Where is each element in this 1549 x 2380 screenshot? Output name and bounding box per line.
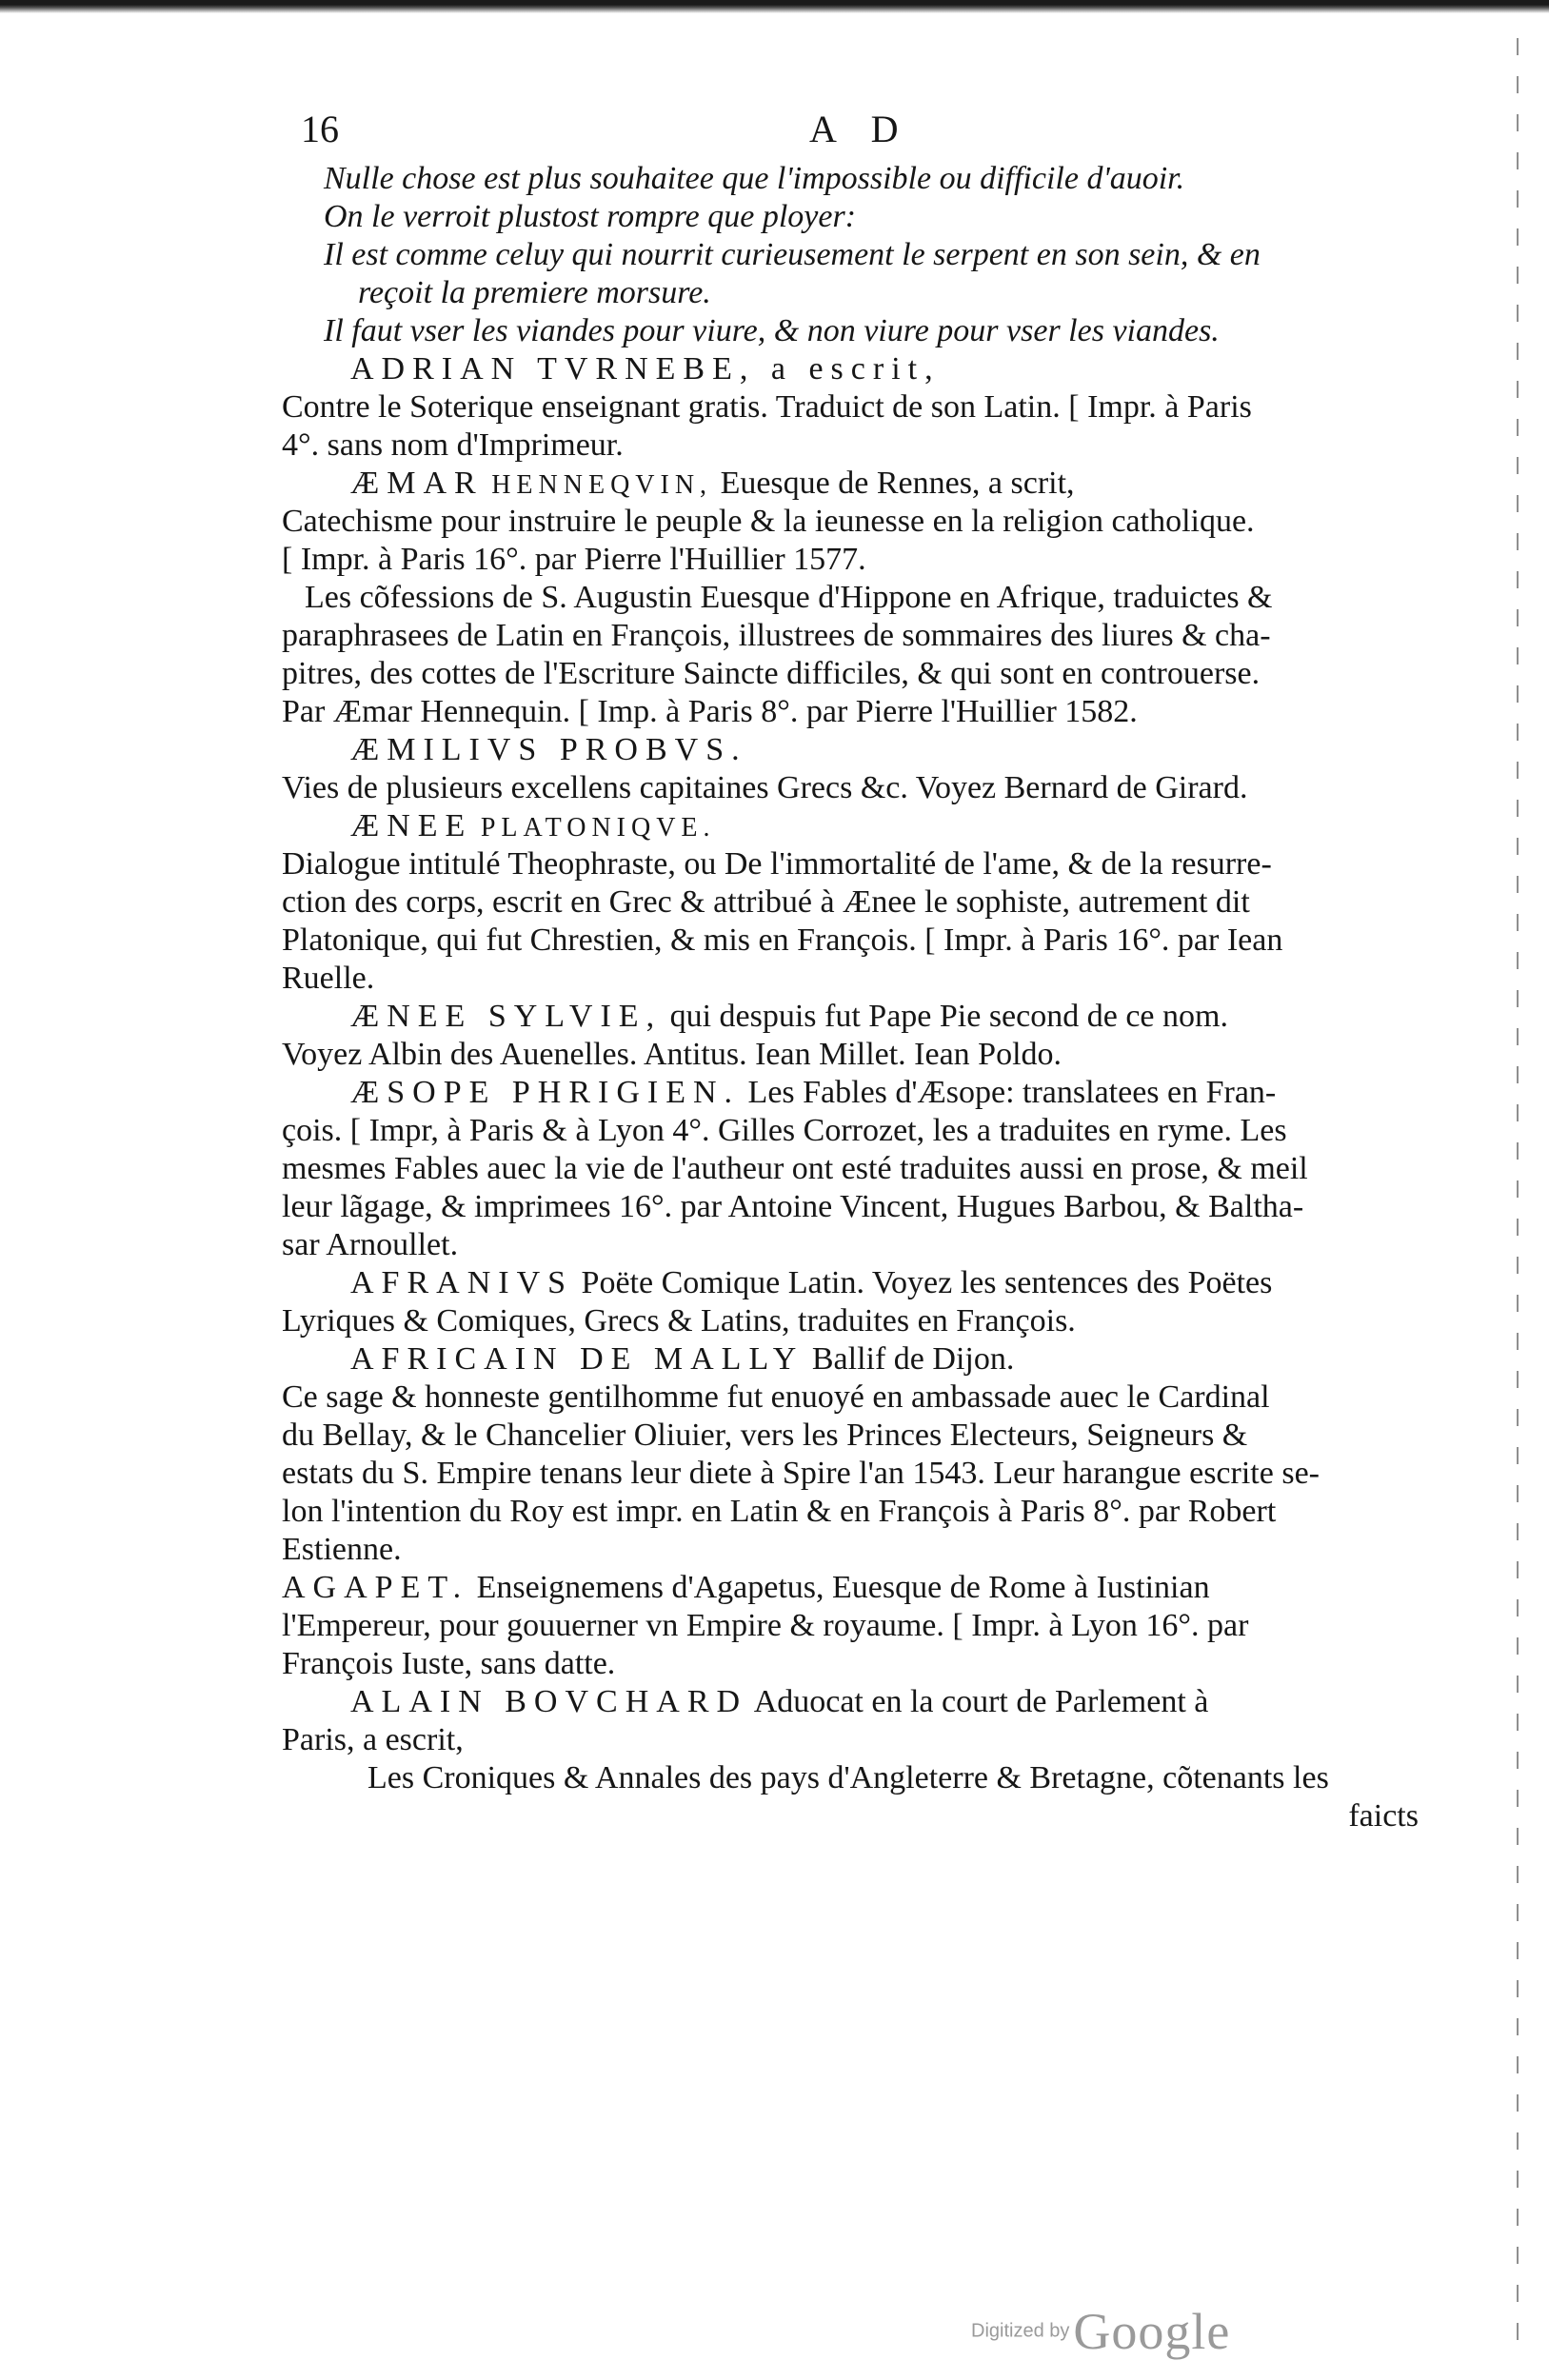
entry-line: Dialogue intitulé Theophraste, ou De l'immortalité de l'ame, & de la resurre- [282, 846, 1272, 882]
entry-line: Les Croniques & Annales des pays d'Angleterre & Bretagne, cõtenants les [367, 1760, 1329, 1795]
proverb-line: Nulle chose est plus souhaitee que l'impossible ou difficile d'auoir. [324, 161, 1185, 196]
entry-line: ction des corps, escrit en Grec & attribué à Ænee le sophiste, autrement dit [282, 884, 1250, 920]
entry-line: Lyriques & Comiques, Grecs & Latins, traduites en François. [282, 1303, 1076, 1339]
entry-heading-rest: Aduocat en la court de Parlement à [753, 1684, 1209, 1719]
entry-line: paraphrasees de Latin en François, illustrees de sommaires des liures & cha- [282, 618, 1271, 653]
entry-heading-rest: Enseignemens d'Agapetus, Euesque de Rome à Iustinian [476, 1570, 1210, 1605]
entry-heading [282, 1683, 1424, 1721]
watermark-prefix: Digitized by [971, 2320, 1070, 2342]
entry-line: leur lãgage, & imprimees 16°. par Antoine Vincent, Hugues Barbou, & Baltha- [282, 1189, 1304, 1224]
entry-heading-name: AFRICAIN DE MALLY [350, 1341, 804, 1377]
entry-heading-smallcaps: HENNEQVIN, [491, 470, 713, 500]
page-body [282, 160, 1424, 1835]
digitized-watermark [971, 2302, 1230, 2361]
entry-line: mesmes Fables auec la vie de l'autheur ont esté traduites aussi en prose, & meil [282, 1151, 1308, 1186]
running-head: A D [809, 108, 912, 150]
entry-heading-rest: Les Fables d'Æsope: translatees en Fran- [747, 1075, 1277, 1110]
entry-line: Vies de plusieurs excellens capitaines Grecs &c. Voyez Bernard de Girard. [282, 770, 1248, 805]
entry-heading-name: ÆMAR [350, 466, 484, 501]
entry-heading: ADRIAN TVRNEBE, a escrit, [350, 351, 941, 387]
entry-line: [ Impr. à Paris 16°. par Pierre l'Huillier 1577. [282, 542, 866, 577]
entry-line: du Bellay, & le Chancelier Oliuier, vers les Princes Electeurs, Seigneurs & [282, 1418, 1248, 1453]
entry-heading [282, 1569, 1424, 1607]
entry-line: Par Æmar Hennequin. [ Imp. à Paris 8°. par Pierre l'Huillier 1582. [282, 694, 1138, 729]
entry-line: Catechisme pour instruire le peuple & la ieunesse en la religion catholique. [282, 504, 1255, 539]
entry-line: çois. [ Impr, à Paris & à Lyon 4°. Gilles Corrozet, les a traduites en ryme. Les [282, 1113, 1287, 1148]
entry-line: Paris, a escrit, [282, 1722, 464, 1757]
entry-heading [282, 807, 1424, 845]
entry-heading-rest: qui despuis fut Pape Pie second de ce nom. [669, 999, 1228, 1034]
entry-heading-name: ALAIN BOVCHARD [350, 1684, 748, 1719]
entry-line: estats du S. Empire tenans leur diete à Spire l'an 1543. Leur harangue escrite se- [282, 1456, 1320, 1491]
entry-heading-rest: Poëte Comique Latin. Voyez les sentences des Poëtes [581, 1265, 1273, 1300]
entry-heading [282, 1264, 1424, 1302]
entry-heading-name: AFRANIVS [350, 1265, 574, 1300]
entry-line: François Iuste, sans datte. [282, 1646, 616, 1681]
entry-heading-rest: Euesque de Rennes, a scrit, [720, 466, 1075, 501]
entry-line: Voyez Albin des Auenelles. Antitus. Iean Millet. Iean Poldo. [282, 1037, 1062, 1072]
catchword: faicts [1348, 1798, 1419, 1834]
entry-line: lon l'intention du Roy est impr. en Latin & en François à Paris 8°. par Robert [282, 1494, 1277, 1529]
entry-line: Ce sage & honneste gentilhomme fut enuoyé en ambassade auec le Cardinal [282, 1379, 1270, 1415]
proverb-line: Il est comme celuy qui nourrit curieusement le serpent en son sein, & en [324, 237, 1261, 272]
entry-line: l'Empereur, pour gouuerner vn Empire & royaume. [ Impr. à Lyon 16°. par [282, 1608, 1249, 1643]
entry-heading-name: ÆNEE SYLVIE, [350, 999, 663, 1034]
proverb-line: On le verroit plustost rompre que ployer: [324, 199, 857, 234]
entry-line: Ruelle. [282, 961, 375, 996]
proverb-line: Il faut vser les viandes pour viure, & non viure pour vser les viandes. [324, 313, 1220, 348]
entry-line: Contre le Soterique enseignant gratis. Traduict de son Latin. [ Impr. à Paris [282, 389, 1252, 425]
entry-heading-name: ÆNEE [350, 808, 473, 843]
entry-heading [282, 1340, 1424, 1378]
entry-heading-name: ÆSOPE PHRIGIEN. [350, 1075, 741, 1110]
entry-heading [282, 465, 1424, 503]
entry-heading-name: AGAPET. [282, 1570, 469, 1605]
entry-line: Les cõfessions de S. Augustin Euesque d'Hippone en Afrique, traduictes & [305, 580, 1273, 615]
entry-heading [282, 998, 1424, 1036]
google-logo: Google [1073, 2303, 1231, 2360]
entry-line: 4°. sans nom d'Imprimeur. [282, 427, 624, 463]
proverb-line: reçoit la premiere morsure. [358, 275, 711, 310]
entry-heading-smallcaps: PLATONIQVE. [480, 813, 716, 843]
page-number: 16 [301, 108, 339, 150]
entry-line: Estienne. [282, 1532, 402, 1567]
entry-heading: ÆMILIVS PROBVS. [350, 732, 747, 767]
entry-line: sar Arnoullet. [282, 1227, 459, 1262]
entry-heading-rest: Ballif de Dijon. [811, 1341, 1015, 1377]
entry-heading [282, 1074, 1424, 1112]
entry-line: Platonique, qui fut Chrestien, & mis en François. [ Impr. à Paris 16°. par Iean [282, 922, 1283, 958]
entry-line: pitres, des cottes de l'Escriture Saincte difficiles, & qui sont en controuerse. [282, 656, 1261, 691]
